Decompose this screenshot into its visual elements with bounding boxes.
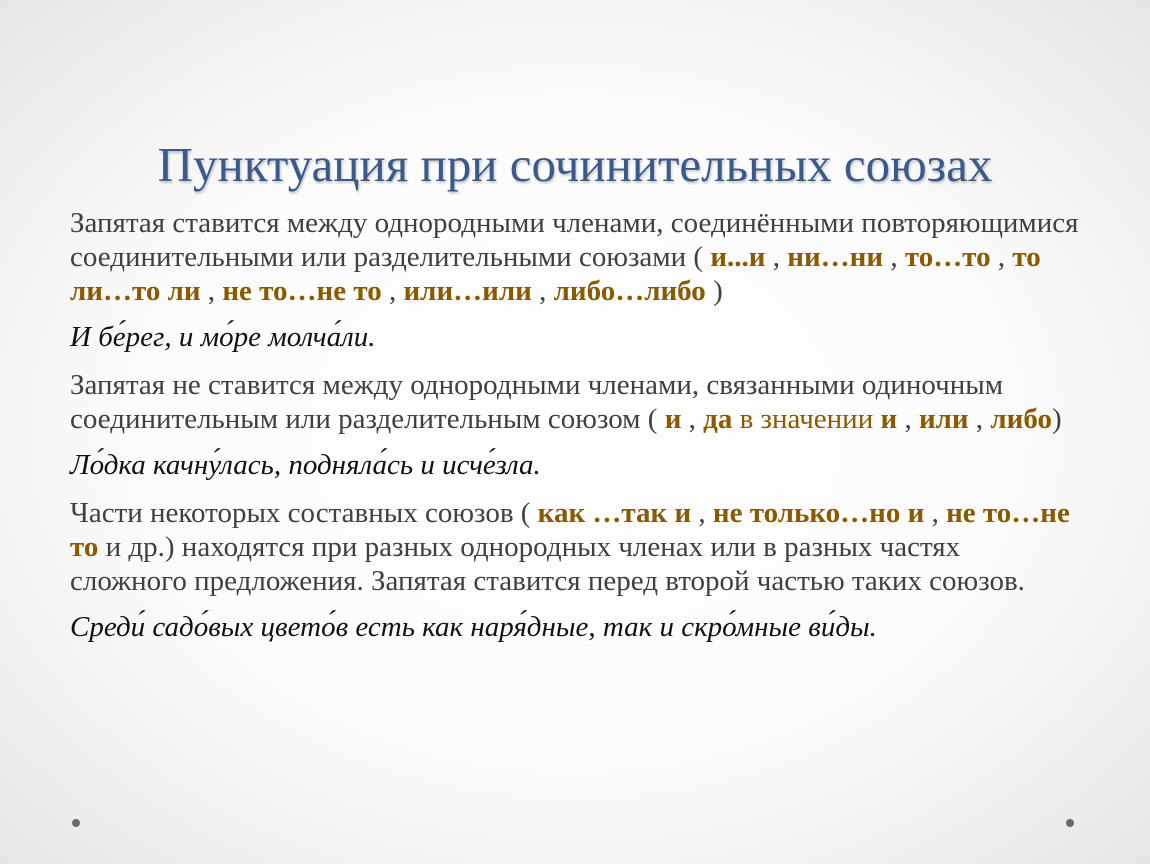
separator: ,: [691, 497, 713, 529]
separator: ,: [897, 403, 919, 435]
separator: ,: [531, 275, 554, 307]
separator: ,: [968, 403, 991, 435]
conjunction: то ли…то ли: [70, 241, 1041, 307]
conjunction: или: [918, 403, 969, 435]
conjunction: либо: [990, 403, 1053, 435]
rule-text: Запятая не ставится между однородными членами, связанными одиночным соединительным или разделительным союзом (: [70, 369, 1004, 435]
conjunction: не только…но и: [712, 497, 925, 529]
bullet-dot-icon: [1066, 819, 1074, 827]
rule-text: и др.) находятся при разных однородных членах или в разных частях сложного предложения. Запятая ставится перед второй частью таких союзов.: [70, 531, 1025, 597]
conjunction: либо…либо: [553, 275, 706, 307]
separator: ,: [765, 241, 788, 273]
conjunction-note: в значении: [732, 403, 881, 435]
rule-text: Запятая ставится между однородными членами, соединёнными повторяющимися соединительными или разделительными союзами (: [70, 207, 1079, 273]
rule-text: ): [705, 275, 723, 307]
conjunction: не то…не то: [70, 497, 1070, 563]
rule-paragraph-3: [70, 496, 1080, 598]
conjunction: и: [880, 403, 898, 435]
conjunction: и: [664, 403, 682, 435]
separator: ,: [924, 497, 947, 529]
conjunction: да: [703, 403, 733, 435]
rule-paragraph-1: [70, 206, 1080, 308]
separator: ,: [990, 241, 1013, 273]
rule-paragraph-2: [70, 368, 1080, 436]
separator: ,: [883, 241, 905, 273]
rule-text: Части некоторых составных союзов (: [70, 497, 538, 529]
slide-body: [70, 206, 1080, 658]
rule-text: ): [1052, 403, 1062, 435]
slide-title: Пунктуация при сочинительных союзах: [157, 137, 993, 192]
conjunction: или…или: [403, 275, 532, 307]
conjunction: ни…ни: [787, 241, 884, 273]
conjunction: то…то: [904, 241, 991, 273]
bullet-dot-icon: [72, 819, 80, 827]
separator: ,: [681, 403, 704, 435]
separator: ,: [200, 275, 223, 307]
example-2: Ло́дка качну́лась, подняла́сь и исче́зла.: [70, 449, 541, 481]
conjunction: и...и: [710, 241, 766, 273]
example-3: Среди́ садо́вых цвето́в есть как наря́дные, так и скро́мные ви́ды.: [70, 611, 877, 643]
conjunction: как …так и: [537, 497, 692, 529]
separator: ,: [381, 275, 404, 307]
example-1: И бе́рег, и мо́ре молча́ли.: [70, 321, 376, 353]
conjunction: не то…не то: [222, 275, 382, 307]
